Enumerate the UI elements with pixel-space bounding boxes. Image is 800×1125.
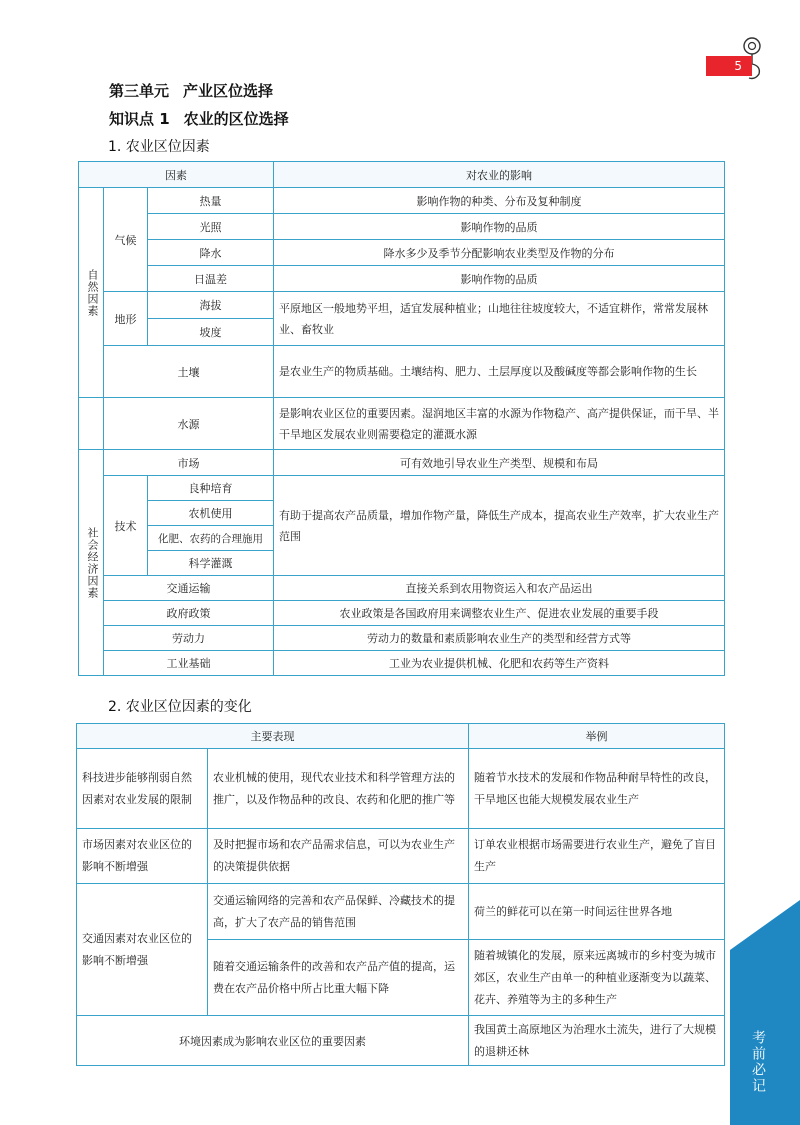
fertilizer-label: 化肥、农药的合理施用 bbox=[148, 526, 274, 551]
policy-label: 政府政策 bbox=[104, 601, 274, 626]
market-label: 市场 bbox=[104, 450, 274, 476]
terrain-impact: 平原地区一般地势平坦，适宜发展种植业；山地往往坡度较大，不适宜耕作，常常发展林业、畜牧业 bbox=[274, 292, 725, 346]
light-label: 光照 bbox=[148, 214, 274, 240]
unit-label: 第三单元 bbox=[109, 82, 170, 100]
tech-example: 随着节水技术的发展和作物品种耐旱特性的改良，干旱地区也能大规模发展农业生产 bbox=[469, 749, 725, 829]
header-factor: 因素 bbox=[79, 162, 274, 188]
social-factors-label: 社会经济因素 bbox=[86, 526, 99, 599]
knowledge-point-heading bbox=[109, 108, 289, 129]
side-tab-label: 考前必记 bbox=[750, 1030, 766, 1094]
natural-factors-label: 自然因素 bbox=[86, 268, 99, 317]
transport-label: 交通运输 bbox=[104, 576, 274, 601]
page-number-badge: 5 bbox=[706, 56, 752, 76]
unit-title: 产业区位选择 bbox=[183, 82, 274, 100]
water-label: 水源 bbox=[104, 398, 274, 450]
transport-example-1: 荷兰的鲜花可以在第一时间运往世界各地 bbox=[469, 884, 725, 940]
unit-heading bbox=[109, 80, 273, 101]
labor-label: 劳动力 bbox=[104, 626, 274, 651]
irrigation-label: 科学灌溉 bbox=[148, 551, 274, 576]
industry-impact: 工业为农业提供机械、化肥和农药等生产资料 bbox=[274, 651, 725, 676]
tech-detail: 农业机械的使用，现代农业技术和科学管理方法的推广，以及作物品种的改良、农药和化肥的推广等 bbox=[208, 749, 469, 829]
header-main: 主要表现 bbox=[77, 724, 469, 749]
point-title: 农业的区位选择 bbox=[183, 110, 289, 128]
transport-topic: 交通因素对农业区位的影响不断增强 bbox=[77, 884, 208, 1016]
climate-label: 气候 bbox=[104, 188, 148, 292]
temp-diff-impact: 影响作物的品质 bbox=[274, 266, 725, 292]
market-detail: 及时把握市场和农产品需求信息，可以为农业生产的决策提供依据 bbox=[208, 829, 469, 884]
agri-factors-table bbox=[78, 161, 725, 676]
technology-label: 技术 bbox=[104, 476, 148, 576]
transport-detail-1: 交通运输网络的完善和农产品保鲜、冷藏技术的提高，扩大了农产品的销售范围 bbox=[208, 884, 469, 940]
env-topic: 环境因素成为影响农业区位的重要因素 bbox=[77, 1016, 469, 1066]
soil-label: 土壤 bbox=[104, 346, 274, 398]
altitude-label: 海拔 bbox=[148, 292, 274, 319]
market-topic: 市场因素对农业区位的影响不断增强 bbox=[77, 829, 208, 884]
temp-diff-label: 日温差 bbox=[148, 266, 274, 292]
section1-title: 1. 农业区位因素 bbox=[108, 139, 210, 155]
market-example: 订单农业根据市场需要进行农业生产，避免了盲目生产 bbox=[469, 829, 725, 884]
breeding-label: 良种培育 bbox=[148, 476, 274, 501]
soil-impact: 是农业生产的物质基础。土壤结构、肥力、土层厚度以及酸碱度等都会影响作物的生长 bbox=[274, 346, 725, 398]
section2-title: 2. 农业区位因素的变化 bbox=[108, 699, 252, 715]
heat-label: 热量 bbox=[148, 188, 274, 214]
water-impact: 是影响农业区位的重要因素。湿润地区丰富的水源为作物稳产、高产提供保证，而干旱、半干旱地区发展农业则需要稳定的灌溉水源 bbox=[274, 398, 725, 450]
industry-label: 工业基础 bbox=[104, 651, 274, 676]
side-tab-corner bbox=[730, 900, 800, 950]
rain-impact: 降水多少及季节分配影响农业类型及作物的分布 bbox=[274, 240, 725, 266]
transport-impact: 直接关系到农用物资运入和农产品运出 bbox=[274, 576, 725, 601]
transport-detail-2: 随着交通运输条件的改善和农产品产值的提高，运费在农产品价格中所占比重大幅下降 bbox=[208, 940, 469, 1016]
tech-topic: 科技进步能够削弱自然因素对农业发展的限制 bbox=[77, 749, 208, 829]
heat-impact: 影响作物的种类、分布及复种制度 bbox=[274, 188, 725, 214]
rain-label: 降水 bbox=[148, 240, 274, 266]
slope-label: 坡度 bbox=[148, 319, 274, 346]
terrain-label: 地形 bbox=[104, 292, 148, 346]
agri-factor-changes-table bbox=[76, 723, 725, 1066]
point-label: 知识点 1 bbox=[109, 110, 170, 128]
policy-impact: 农业政策是各国政府用来调整农业生产、促进农业发展的重要手段 bbox=[274, 601, 725, 626]
tech-impact: 有助于提高农产品质量，增加作物产量，降低生产成本，提高农业生产效率，扩大农业生产范围 bbox=[274, 476, 725, 576]
env-example: 我国黄土高原地区为治理水土流失，进行了大规模的退耕还林 bbox=[469, 1016, 725, 1066]
machinery-label: 农机使用 bbox=[148, 501, 274, 526]
transport-example-2: 随着城镇化的发展，原来远离城市的乡村变为城市郊区，农业生产由单一的种植业逐渐变为以蔬菜、花卉、养殖等为主的多种生产 bbox=[469, 940, 725, 1016]
market-impact: 可有效地引导农业生产类型、规模和布局 bbox=[274, 450, 725, 476]
labor-impact: 劳动力的数量和素质影响农业生产的类型和经营方式等 bbox=[274, 626, 725, 651]
light-impact: 影响作物的品质 bbox=[274, 214, 725, 240]
header-impact: 对农业的影响 bbox=[274, 162, 725, 188]
header-example: 举例 bbox=[469, 724, 725, 749]
